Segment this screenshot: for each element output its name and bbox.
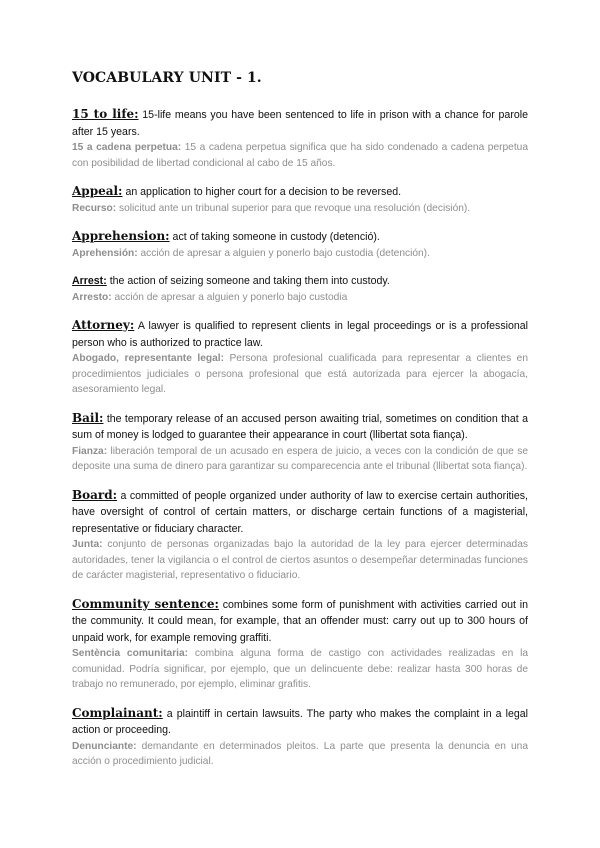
entry-term: 15 to life: bbox=[72, 107, 139, 121]
entry-spanish-term: Aprehensión: bbox=[72, 247, 138, 259]
entry-spanish-term: Recurso: bbox=[72, 202, 117, 214]
entry-english bbox=[72, 273, 528, 290]
entry-spanish bbox=[72, 351, 528, 398]
entry-definition: combines some form of punishment with activities carried out in the community. It could mean, for example, that an offender must: carry out up to 300 hours of unpaid work, for example removing graffiti. bbox=[72, 598, 528, 644]
entry-term: Bail: bbox=[72, 410, 104, 425]
entry-spanish-definition: conjunto de personas organizadas bajo la autoridad de la ley para ejercer determinadas autoridades, tener la vigilancia o el control de ciertos asuntos o desempeñar determinadas funciones de carácter magisterial, representativo o fiduciario. bbox=[72, 539, 528, 581]
entry-spanish bbox=[72, 739, 528, 770]
entry-spanish-term: Abogado, representante legal: bbox=[72, 353, 224, 364]
entry-definition: 15-life means you have been sentenced to life in prison with a chance for parole after 15 years. bbox=[72, 109, 528, 138]
entry-spanish bbox=[72, 201, 528, 217]
entry-spanish-definition: demandante en determinados pleitos. La parte que presenta la denuncia en una acción o procedimiento judicial. bbox=[72, 740, 528, 767]
entry-spanish-definition: Persona profesional cualificada para representar a clientes en procedimientos judiciales o persona profesional que está autorizada para ejercer la abogacía, asesoramiento legal. bbox=[72, 353, 528, 395]
entry-english bbox=[72, 596, 528, 647]
entry-english bbox=[72, 317, 528, 351]
entry-spanish-term: 15 a cadena perpetua: bbox=[72, 142, 182, 153]
entry-spanish-definition: acción de apresar a alguien y ponerlo bajo custodia bbox=[111, 291, 348, 303]
entry-apprehension bbox=[72, 228, 528, 261]
entry-spanish-term: Arresto: bbox=[72, 291, 112, 303]
entry-spanish-term: Fianza: bbox=[72, 445, 108, 457]
entry-definition: act of taking someone in custody (detenció). bbox=[169, 231, 380, 243]
entry-term: Community sentence: bbox=[72, 596, 219, 611]
entry-spanish-definition: 15 a cadena perpetua significa que ha sido condenado a cadena perpetua con posibilidad de libertad condicional al cabo de 15 años. bbox=[72, 142, 529, 169]
entry-spanish-term: Junta: bbox=[72, 539, 103, 550]
entry-definition: the temporary release of an accused person awaiting trial, sometimes on condition that a sum of money is lodged to guarantee their appearance in court (llibertat sota fiança). bbox=[72, 412, 528, 441]
entry-appeal bbox=[72, 183, 528, 216]
entry-spanish-definition: solicitud ante un tribunal superior para que revoque una resolución (decisión). bbox=[116, 202, 471, 214]
entry-english bbox=[72, 106, 528, 140]
entry-english bbox=[72, 410, 528, 444]
entry-spanish bbox=[72, 537, 528, 584]
entry-spanish bbox=[72, 290, 528, 306]
entry-definition: the action of seizing someone and taking them into custody. bbox=[106, 275, 390, 287]
entry-term: Appeal: bbox=[72, 184, 123, 198]
entry-community-sentence bbox=[72, 596, 528, 693]
entry-definition: a committed of people organized under authority of law to exercise certain authorities, have oversight of control of certain matters, or discharge certain functions of a magisterial, representative or fiduciary character. bbox=[72, 489, 528, 535]
entry-definition: a plaintiff in certain lawsuits. The party who makes the complaint in a legal action or proceeding. bbox=[72, 707, 528, 736]
entry-english bbox=[72, 705, 528, 739]
entry-spanish bbox=[72, 646, 528, 693]
entry-bail bbox=[72, 410, 528, 475]
entry-definition: A lawyer is qualified to represent clients in legal proceedings or is a professional person who is authorized to practice law. bbox=[72, 320, 528, 349]
entry-spanish-definition: acción de apresar a alguien y ponerlo bajo custodia (detención). bbox=[137, 247, 430, 259]
entry-spanish bbox=[72, 444, 528, 475]
entry-spanish-term: Denunciante: bbox=[72, 740, 137, 752]
entry-spanish bbox=[72, 246, 528, 262]
entry-complainant bbox=[72, 705, 528, 770]
entry-term: Apprehension: bbox=[72, 229, 170, 243]
entry-english bbox=[72, 183, 528, 201]
entry-english bbox=[72, 487, 528, 538]
entry-spanish-definition: combina alguna forma de castigo con actividades realizadas en la comunidad. Podría significar, por ejemplo, que un delincuente debe: realizar hasta 300 horas de trabajo no remunerado, por ejemplo, eliminar grafitis. bbox=[72, 648, 528, 690]
entry-term: Complainant: bbox=[72, 705, 163, 720]
entry-arrest bbox=[72, 273, 528, 305]
entry-15-to-life bbox=[72, 106, 528, 171]
entry-term: Board: bbox=[72, 487, 118, 502]
entry-english bbox=[72, 228, 528, 246]
entry-term: Attorney: bbox=[72, 318, 135, 332]
entry-spanish-definition: liberación temporal de un acusado en espera de juicio, a veces con la condición de que se deposite una suma de dinero para garantizar su comparecencia ante el tribunal (llibertat sota fiança). bbox=[72, 445, 528, 472]
entry-board bbox=[72, 487, 528, 584]
entry-spanish-term: Sentència comunitaria: bbox=[72, 648, 189, 659]
entry-spanish bbox=[72, 140, 528, 171]
document-title: VOCABULARY UNIT - 1. bbox=[72, 70, 262, 86]
entry-definition: an application to higher court for a decision to be reversed. bbox=[122, 186, 402, 198]
entry-term: Arrest: bbox=[72, 275, 107, 287]
entry-attorney bbox=[72, 317, 528, 398]
